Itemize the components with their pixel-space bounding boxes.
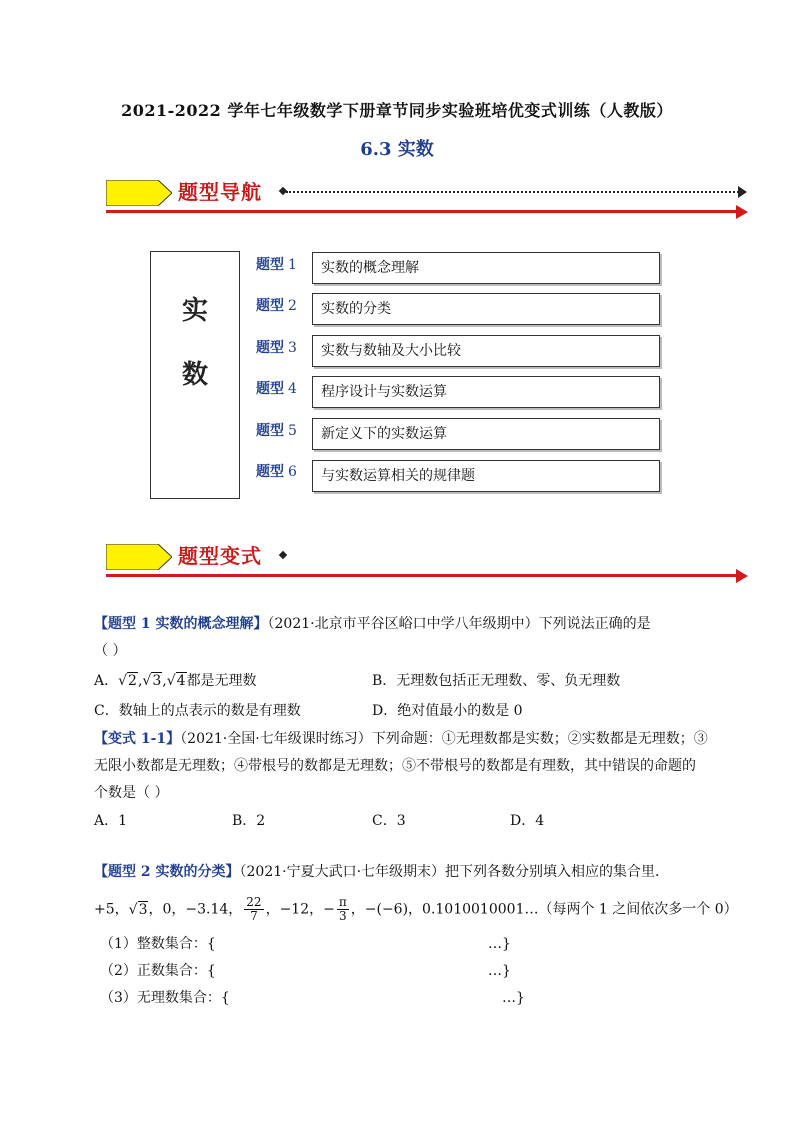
set-integer-label: （1）整数集合：{	[100, 936, 216, 952]
nav-big-char: 实	[181, 296, 208, 326]
variant-option-d[interactable]: D．4	[510, 813, 545, 829]
nav-item-tag: 题型 3	[256, 340, 297, 356]
variant-option-c[interactable]: C．3	[372, 813, 406, 829]
nav-item-2[interactable]: 实数的分类	[312, 293, 660, 325]
red-rule	[106, 574, 738, 577]
section-title: 6.3 实数	[360, 139, 434, 160]
banner-nav-label: 题型导航	[178, 180, 262, 204]
question-source: （2021·宁夏大武口·七年级期末）把下列各数分别填入相应的集合里．	[239, 864, 670, 880]
banner-variants	[106, 542, 748, 584]
banner-tag-icon	[106, 544, 172, 570]
banner-nav	[106, 178, 748, 220]
answer-paren: （ ）	[94, 643, 127, 659]
question-tag: 【题型 1 实数的概念理解】	[94, 616, 268, 632]
variant-1-1-line3: 个数是（ ）	[94, 785, 169, 801]
set-irrational-end: …}	[502, 990, 525, 1006]
nav-item-tag: 题型 4	[256, 381, 297, 397]
variant-tag: 【变式 1-1】	[94, 731, 181, 747]
diamond-icon	[279, 551, 287, 559]
set-positive-end: …}	[488, 963, 511, 979]
fraction-22-7: $\frac{22}{7}$	[246, 895, 262, 923]
option-c[interactable]: C．数轴上的点表示的数是有理数	[94, 703, 301, 719]
nav-item-3[interactable]: 实数与数轴及大小比较	[312, 335, 660, 367]
question-2-stem	[94, 862, 669, 882]
nav-big-char: 数	[181, 360, 208, 390]
question-tag: 【题型 2 实数的分类】	[94, 864, 240, 880]
nav-item-tag: 题型 2	[256, 298, 297, 314]
document-title: 2021-2022 学年七年级数学下册章节同步实验班培优变式训练（人教版）	[121, 101, 673, 120]
variant-1-1-line2: 无限小数都是无理数；④带根号的数都是无理数；⑤不带根号的数都是有理数，其中错误的命题的	[94, 758, 696, 774]
variant-1-1-line1: 【变式 1-1】（2021·全国·七年级课时练习）下列命题：①无理数都是实数；②实数都是无理数；③	[94, 731, 708, 747]
red-arrow-icon	[736, 569, 748, 583]
arrow-head-icon	[738, 186, 747, 198]
nav-item-6[interactable]: 与实数运算相关的规律题	[312, 460, 660, 492]
nav-category-box	[150, 251, 240, 499]
banner-variants-label: 题型变式	[178, 544, 262, 568]
option-a[interactable]: A．√2,√3,√4都是无理数	[94, 673, 257, 689]
nav-item-tag: 题型 1	[256, 257, 297, 273]
question-source: （2021·北京市平谷区峪口中学八年级期中）下列说法正确的是	[267, 616, 651, 632]
option-b[interactable]: B．无理数包括正无理数、零、负无理数	[372, 673, 621, 689]
sqrt-3: √3	[128, 901, 148, 918]
nav-item-tag: 题型 5	[256, 423, 297, 439]
set-irrational-label: （3）无理数集合：{	[100, 990, 230, 1006]
sqrt-expression: √2,√3,√4	[118, 673, 186, 689]
variant-option-b[interactable]: B．2	[232, 813, 266, 829]
banner-tag-icon	[106, 180, 172, 206]
nav-item-4[interactable]: 程序设计与实数运算	[312, 376, 660, 408]
red-rule	[106, 210, 738, 213]
red-arrow-icon	[736, 205, 748, 219]
variant-option-a[interactable]: A．1	[94, 813, 128, 829]
option-d[interactable]: D．绝对值最小的数是 0	[372, 703, 523, 719]
question-1-stem	[94, 614, 651, 634]
nav-item-5[interactable]: 新定义下的实数运算	[312, 418, 660, 450]
number-list: +5，√3，0，−3.14， $\frac{22}{7}$ ，−12，− $\frac{\pi}{3}$ ，−(−6)，0.1010010001…（每两个 1 之间依次多一个 0）	[94, 895, 738, 923]
set-positive-label: （2）正数集合：{	[100, 963, 216, 979]
set-integer-end: …}	[488, 936, 511, 952]
dotted-arrow-line	[286, 191, 742, 193]
nav-item-tag: 题型 6	[256, 464, 297, 480]
nav-item-1[interactable]: 实数的概念理解	[312, 252, 660, 284]
fraction-pi-3: $\frac{\pi}{3}$	[338, 895, 347, 923]
